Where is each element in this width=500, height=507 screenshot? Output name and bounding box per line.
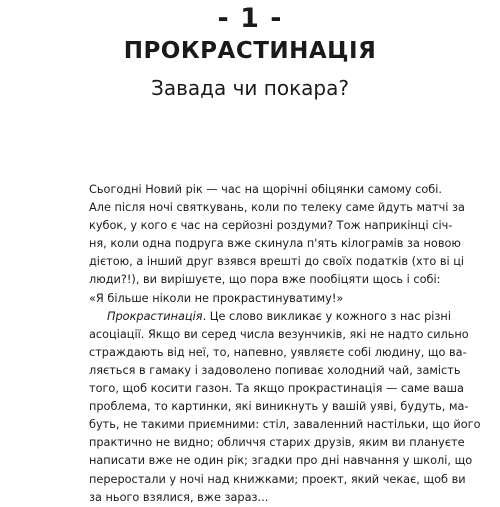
text-line: того, щоб косити газон. Та якщо прокрастинація — саме ваша xyxy=(89,382,464,396)
paragraph-1 xyxy=(89,181,465,308)
emphasized-term: Прокрастинація xyxy=(107,309,203,323)
text-line: буть, не такими приємними: стіл, заваленний настільки, що його xyxy=(89,418,481,432)
text-line: «Я більше ніколи не прокрастинуватиму!» xyxy=(89,291,344,305)
text-line: асоціації. Якщо ви серед числа везунчиків, які не надто сильно xyxy=(89,327,469,341)
chapter-title: ПРОКРАСТИНАЦІЯ xyxy=(123,38,377,64)
text-line: Але після ночі святкувань, коли по телеку саме йдуть матчі за xyxy=(89,201,465,215)
text-line: Сьогодні Новий рік — час на щорічні обіцянки самому собі. xyxy=(89,183,442,196)
text-line: кубок, у кого є час на серйозні роздуми? Тож наприкінці січ- xyxy=(89,219,453,233)
paragraph-2 xyxy=(89,308,481,507)
text-line: страждають від неї, то, напевно, уявляєте собі людину, що ва- xyxy=(89,345,467,359)
text-line: проблема, то картинки, які виникнуть у вашій уяві, будуть, ма- xyxy=(89,400,469,414)
text-line: дієтою, а інший друг взявся врешті до своїх податків (хто ві ці xyxy=(89,255,465,269)
body-text xyxy=(89,181,481,507)
text-line: написати вже не один рік; згадки про дні навчання у школі, що xyxy=(89,454,473,468)
chapter-number: - 1 - xyxy=(217,3,283,34)
text-line xyxy=(89,308,451,326)
text-line: ня, коли одна подруга вже скинула п'ять кілограмів за новою xyxy=(89,237,461,251)
text-line: за нього взялися, вже зараз... xyxy=(89,490,269,504)
text-line: переростали у ночі над книжками; проект, який чекає, щоб ви xyxy=(89,472,466,486)
text-line: ляється в гамаку і задоволено попиває холодний чай, замість xyxy=(89,363,461,377)
text-line: практично не видно; обличчя старих друзів, яким ви плануєте xyxy=(89,436,465,450)
text-line: люди?!), ви вирішуєте, що пора вже пообіцяти щось і собі: xyxy=(89,273,441,287)
chapter-subtitle: Завада чи покара? xyxy=(151,76,349,100)
text-fragment: . Це слово викликає у кожного з нас різні xyxy=(202,309,451,323)
